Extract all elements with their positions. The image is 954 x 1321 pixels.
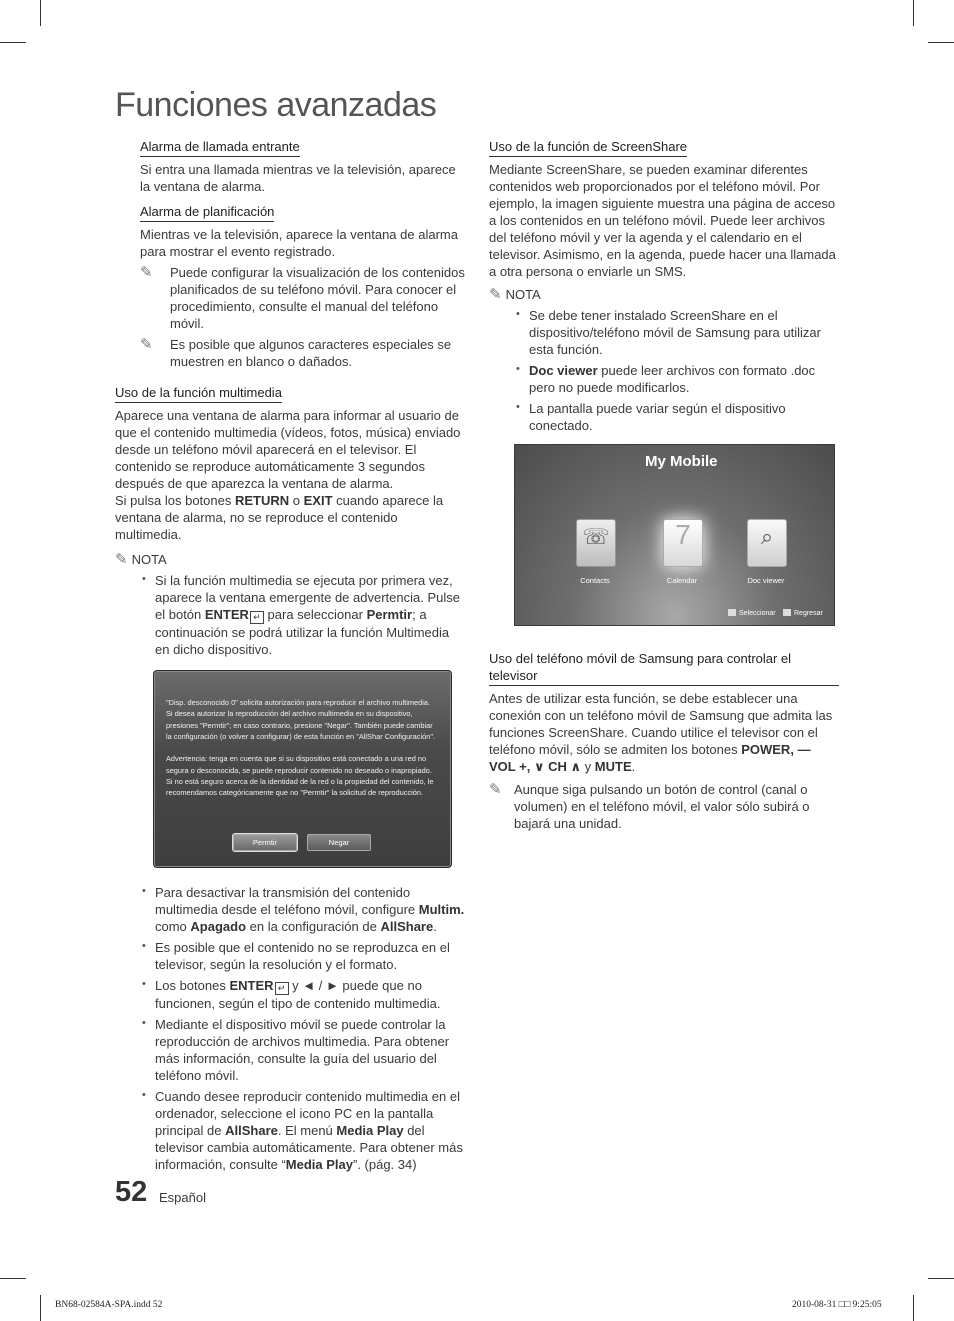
control-text: Antes de utilizar esta función, se debe establecer una conexión con un teléfono móvil de Samsung que admita las funciones ScreenShare. Cuando utilice el televisor con el teléfono móvil, sólo se admiten los botones POWER, — VOL +, ∨ CH ∧ y MUTE. [489,691,833,774]
multimedia-paragraph: Si pulsa los botones RETURN o EXIT cuando aparece la ventana de alarma, no se reproduce el contenido multimedia. [115,493,444,542]
enter-icon: ↵ [250,611,264,624]
screenshare-heading: Uso de la función de ScreenShare [489,138,687,157]
crop-mark [928,1278,954,1279]
list-item: • Los botones ENTER ↵ y ◄ / ► puede que no funcionen, según el tipo de contenido multimedia. [115,977,467,1012]
enter-key-icon [728,609,736,616]
contacts-label: Contacts [580,576,610,585]
doc-viewer-icon[interactable]: ⌕ [747,519,787,567]
contacts-icon[interactable]: ☏ [576,519,616,567]
crop-mark [0,42,26,43]
list-item: • Cuando desee reproducir contenido multimedia en el ordenador, seleccione el icono PC en la pantalla principal de AllShare. El menú Media Play del televisor cambia automáticamente. Para obtener más información, consulte “Media Play”. (pág. 34) [115,1088,467,1173]
multimedia-heading: Uso de la función multimedia [115,384,282,403]
left-column [115,138,467,1179]
crop-mark [40,1295,41,1321]
note-text: Aunque siga pulsando un botón de control (canal o volumen) en el teléfono móvil, el valor sólo subirá o bajará una unidad. [514,782,810,831]
dialog-message: "Disp. desconocido 0" solicita autorización para reproducir el archivo multimedia. Si desea autorizar la reproducción del archivo multimedia en su dispositivo, presiones "Permtir"; en caso contrario, presione "Negar". También puede cambiar la configuración (o volver a configurar) de esta función en "AllShar Configuración". Advertencia: tenga en cuenta que si su dispositivo está conectado a una red no segura o desconocida, se puede reproducir contenido no deseado o inapropiado. Si no está seguro acerca de la identidad de la red o la propiedad del contenido, le recomendamos categóricamente que no "Permtir" la solicitud de reproducción. [166,698,435,798]
page-number: 52 [115,1176,148,1208]
return-key-icon [783,609,791,616]
list-item: • Para desactivar la transmisión del contenido multimedia desde el teléfono móvil, configure Multim. como Apagado en la configuración de AllShare. [115,884,467,935]
language-label: Español [159,1190,206,1205]
my-mobile-title: My Mobile [645,453,718,470]
enter-icon: ↵ [275,982,289,995]
crop-mark [40,0,41,26]
control-heading: Uso del teléfono móvil de Samsung para controlar el televisor [489,650,839,686]
deny-button[interactable]: Negar [307,834,371,851]
nota-list [489,307,839,434]
select-hint: Seleccionar [728,605,776,622]
calendar-icon[interactable]: 7 [663,519,703,567]
note [140,336,467,370]
pencil-icon: ✎ [140,264,153,281]
permit-button[interactable]: Permtir [233,834,297,851]
note-text: Puede configurar la visualización de los contenidos planificados de su teléfono móvil. Para conocer el procedimiento, consulte el manual del teléfono móvil. [170,265,465,331]
list-item: • La pantalla puede variar según el dispositivo conectado. [489,400,839,434]
crop-mark [913,1295,914,1321]
page-title: Funciones avanzadas [115,86,437,124]
right-column [489,138,839,836]
note [140,264,467,332]
note-text: Es posible que algunos caracteres especiales se muestren en blanco o dañados. [170,337,452,369]
schedule-text: Mientras ve la televisión, aparece la ventana de alarma para mostrar el evento registrado. [140,227,458,259]
calendar-label: Calendar [666,576,698,585]
screenshare-text: Mediante ScreenShare, se pueden examinar diferentes contenidos web proporcionados por el teléfono móvil. Por ejemplo, la imagen siguiente muestra una página de acceso a los contenidos en un teléfono móvil. Puede leer archivos del teléfono móvil y ver la agenda y el calendario en el televisor. Asimismo, en la agenda, puede hacer una llamada a otra persona o enviarle un SMS. [489,162,836,279]
doc-viewer-label: Doc viewer [747,576,785,585]
schedule-heading: Alarma de planificación [140,203,274,222]
list-item: • Si la función multimedia se ejecuta por primera vez, aparece la ventana emergente de advertencia. Pulse el botón ENTER ↵ para seleccionar Permtir; a continuación se podrá utilizar la función Multimedia en dicho dispositivo. [115,572,467,658]
permission-dialog [153,670,452,868]
list-item: • Mediante el dispositivo móvil se puede controlar la reproducción de archivos multimedia. Para obtener más información, consulte la guía del usuario del teléfono móvil. [115,1016,467,1084]
list-item: • Se debe tener instalado ScreenShare en el dispositivo/teléfono móvil de Samsung para utilizar esta función. [489,307,839,358]
multimedia-list [115,884,467,1173]
nota-heading: ✎ NOTA [115,551,167,568]
note [489,781,839,832]
nota-list [115,572,467,658]
nota-heading: ✎ NOTA [489,286,541,303]
crop-mark [0,1278,26,1279]
list-item: • Es posible que el contenido no se reproduzca en el televisor, según la resolución y el formato. [115,939,467,973]
pencil-icon: ✎ [115,551,128,568]
crop-mark [913,0,914,26]
crop-mark [928,42,954,43]
incoming-call-text: Si entra una llamada mientras ve la televisión, aparece la ventana de alarma. [140,162,456,194]
incoming-call-heading: Alarma de llamada entrante [140,138,300,157]
pencil-icon: ✎ [489,781,502,798]
back-hint: Regresar [783,605,823,622]
my-mobile-screen [514,444,835,626]
footer-timestamp: 2010-08-31 □□ 9:25:05 [792,1300,882,1310]
footer-file-info: BN68-02584A-SPA.indd 52 [55,1300,163,1310]
pencil-icon: ✎ [489,286,502,303]
list-item: • Doc viewer puede leer archivos con formato .doc pero no puede modificarlos. [489,362,839,396]
pencil-icon: ✎ [140,336,153,353]
multimedia-paragraph: Aparece una ventana de alarma para informar al usuario de que el contenido multimedia (vídeos, fotos, música) enviado desde un teléfono móvil aparecerá en el televisor. El contenido se reproduce automáticamente 3 segundos después de que aparezca la ventana de alarma. [115,408,461,491]
